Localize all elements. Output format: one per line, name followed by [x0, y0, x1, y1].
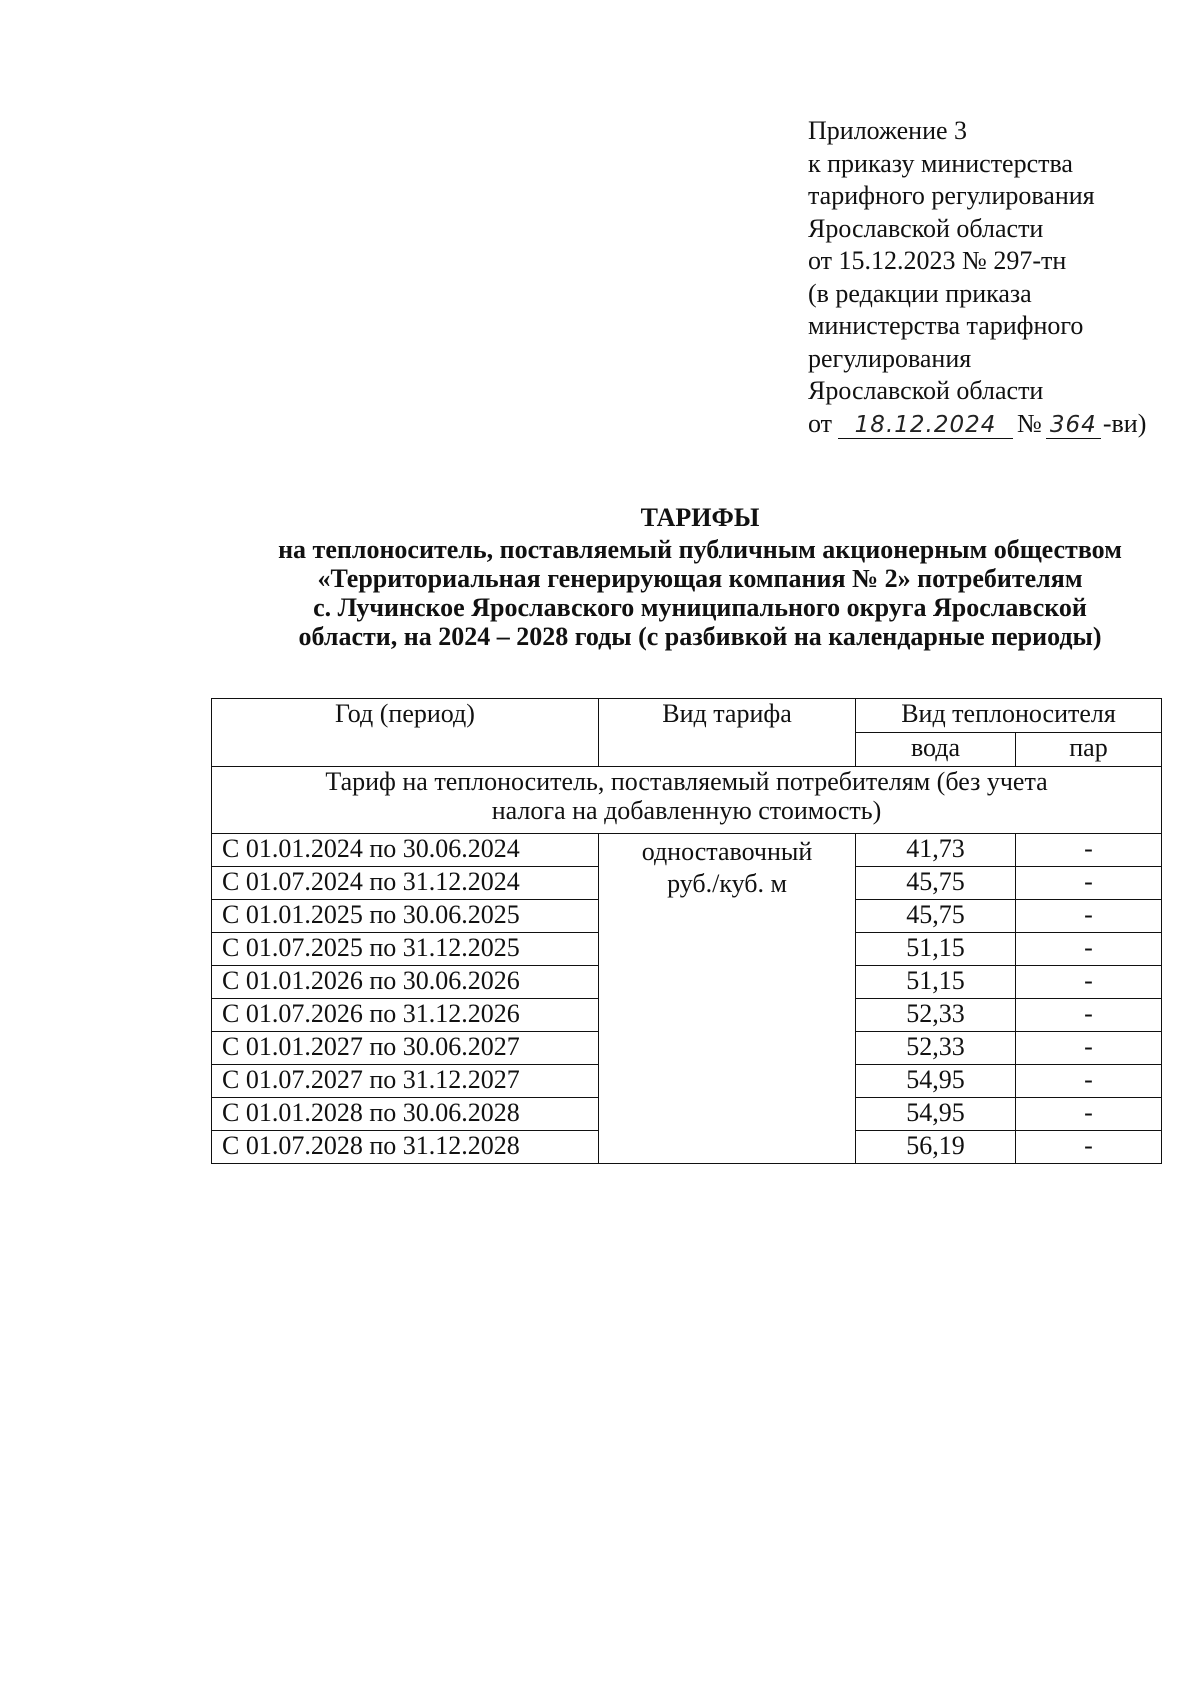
- water-cell: 51,15: [856, 966, 1016, 999]
- amendment-suffix: -ви): [1102, 408, 1147, 438]
- table-row: [212, 834, 1162, 867]
- header-water: вода: [856, 733, 1016, 767]
- section-note: [212, 767, 1162, 834]
- tariff-table: [211, 698, 1162, 1164]
- title-line: с. Лучинское Ярославского муниципального округа Ярославской: [313, 593, 1087, 622]
- amendment-line: [808, 408, 1146, 441]
- period-cell: С 01.01.2024 по 30.06.2024: [212, 834, 599, 867]
- period-cell: С 01.07.2024 по 31.12.2024: [212, 867, 599, 900]
- water-cell: 54,95: [856, 1098, 1016, 1131]
- period-cell: С 01.07.2027 по 31.12.2027: [212, 1065, 599, 1098]
- period-cell: С 01.07.2025 по 31.12.2025: [212, 933, 599, 966]
- water-cell: 41,73: [856, 834, 1016, 867]
- tariff-kind-cell: [599, 834, 856, 1164]
- period-cell: С 01.01.2027 по 30.06.2027: [212, 1032, 599, 1065]
- appendix-block: [808, 115, 1146, 440]
- period-cell: С 01.01.2026 по 30.06.2026: [212, 966, 599, 999]
- steam-cell: -: [1016, 1131, 1162, 1164]
- title-heading: ТАРИФЫ: [640, 503, 760, 532]
- water-cell: 56,19: [856, 1131, 1016, 1164]
- header-period: Год (период): [212, 699, 599, 767]
- title-line: «Территориальная генерирующая компания № 2» потребителям: [317, 564, 1083, 593]
- section-note-line: налога на добавленную стоимость): [491, 796, 882, 825]
- appendix-line: Приложение 3: [808, 116, 968, 145]
- water-cell: 51,15: [856, 933, 1016, 966]
- appendix-line: министерства тарифного: [808, 311, 1084, 340]
- steam-cell: -: [1016, 900, 1162, 933]
- header-tariff-kind: Вид тарифа: [599, 699, 856, 767]
- appendix-line: тарифного регулирования: [808, 181, 1095, 210]
- header-carrier-kind: Вид теплоносителя: [856, 699, 1162, 733]
- steam-cell: -: [1016, 867, 1162, 900]
- appendix-line: Ярославской области: [808, 376, 1044, 405]
- water-cell: 54,95: [856, 1065, 1016, 1098]
- tariff-kind: одноставочный: [641, 837, 813, 866]
- steam-cell: -: [1016, 933, 1162, 966]
- title-line: на теплоноситель, поставляемый публичным акционерным обществом: [278, 535, 1122, 564]
- period-cell: С 01.01.2028 по 30.06.2028: [212, 1098, 599, 1131]
- appendix-line: Ярославской области: [808, 213, 1044, 243]
- appendix-line: к приказу министерства: [808, 148, 1073, 178]
- period-cell: С 01.01.2025 по 30.06.2025: [212, 900, 599, 933]
- table-header-row: [212, 699, 1162, 733]
- steam-cell: -: [1016, 1098, 1162, 1131]
- title-line: области, на 2024 – 2028 годы (с разбивкой на календарные периоды): [298, 622, 1102, 651]
- document-title: [200, 503, 1200, 651]
- water-cell: 52,33: [856, 999, 1016, 1032]
- water-cell: 45,75: [856, 900, 1016, 933]
- water-cell: 45,75: [856, 867, 1016, 900]
- steam-cell: -: [1016, 999, 1162, 1032]
- period-cell: С 01.07.2026 по 31.12.2026: [212, 999, 599, 1032]
- appendix-line: (в редакции приказа: [808, 278, 1032, 308]
- period-cell: С 01.07.2028 по 31.12.2028: [212, 1131, 599, 1164]
- number-sign: №: [1017, 408, 1042, 438]
- steam-cell: -: [1016, 966, 1162, 999]
- tariff-unit: руб./куб. м: [667, 869, 787, 898]
- steam-cell: -: [1016, 1032, 1162, 1065]
- section-note-line: Тариф на теплоноситель, поставляемый потребителям (без учета: [325, 767, 1048, 796]
- water-cell: 52,33: [856, 1032, 1016, 1065]
- table-section-row: [212, 767, 1162, 834]
- amendment-date-handwritten: 18.12.2024: [838, 412, 1013, 439]
- amendment-prefix: от: [808, 408, 833, 438]
- steam-cell: -: [1016, 1065, 1162, 1098]
- steam-cell: -: [1016, 834, 1162, 867]
- amendment-number-handwritten: 364: [1046, 412, 1101, 439]
- appendix-line: от 15.12.2023 № 297-тн: [808, 246, 1067, 275]
- header-steam: пар: [1016, 733, 1162, 767]
- appendix-line: регулирования: [808, 343, 972, 373]
